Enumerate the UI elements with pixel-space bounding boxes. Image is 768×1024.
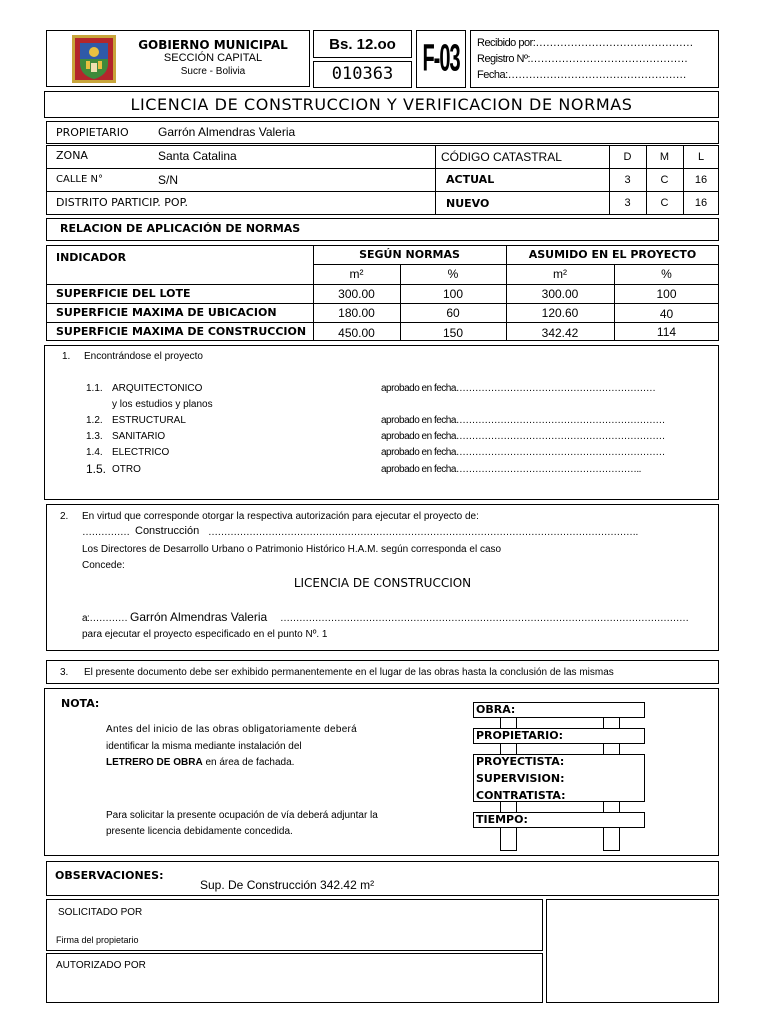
list-item-label: ESTRUCTURAL: [112, 415, 186, 426]
grantee-prefix: a:…………: [82, 613, 128, 624]
table-row-label: SUPERFICIE DEL LOTE: [56, 287, 191, 300]
list-item-number: 1.2.: [86, 415, 103, 426]
owner-row: [46, 121, 719, 144]
form-code: F-03: [422, 38, 460, 80]
actual-l: 16: [694, 174, 708, 186]
directors-text: Los Directores de Desarrollo Urbano o Patrimonio Histórico H.A.M. según corresponda el caso: [82, 544, 502, 555]
zone-grid-line: [435, 145, 436, 215]
table-cell: 60: [446, 306, 460, 320]
nuevo-d: 3: [624, 197, 631, 209]
para-text: para ejecutar el proyecto especificado en el punto Nº. 1: [82, 629, 328, 640]
table-cell: 300.00: [338, 287, 375, 301]
zone-grid-line: [46, 168, 719, 169]
owner-signature-caption: Firma del propietario: [56, 935, 139, 945]
document-title: LICENCIA DE CONSTRUCCION Y VERIFICACION DE NORMAS: [130, 95, 633, 114]
list-item-number: 1.3.: [86, 431, 103, 442]
table-cell: 300.00: [541, 287, 579, 301]
district-label: DISTRITO PARTICIP. POP.: [56, 196, 188, 209]
letrero-de-obra: LETRERO DE OBRA: [106, 757, 203, 768]
project-name: Construcción: [135, 525, 200, 537]
section-3-text: El presente documento debe ser exhibido permanentemente en el lugar de las obras hasta la conclusión de las mismas: [84, 667, 614, 678]
table-cell: 100: [442, 287, 464, 301]
unit-pct: %: [661, 267, 672, 281]
table-cell: 114: [656, 325, 677, 339]
section-2-text: En virtud que corresponde otorgar la respectiva autorización para ejecutar el proyecto de:: [82, 511, 479, 522]
serial-number: 010363: [331, 64, 394, 84]
observations-value: Sup. De Construcción 342.42 m²: [200, 878, 375, 892]
list-item-label: SANITARIO: [112, 431, 166, 442]
nuevo-m: C: [660, 197, 669, 209]
grantee-dots: …………………………………………………………………………………………………………………: [280, 613, 689, 624]
nota-paragraph-1: identificar la misma mediante instalación del: [106, 741, 302, 752]
table-cell: 180.00: [338, 306, 375, 320]
list-item-label: ELECTRICO: [112, 447, 170, 458]
signboard-obra-label: OBRA:: [476, 703, 516, 716]
observations-label: OBSERVACIONES:: [55, 869, 164, 882]
table-row-label: SUPERFICIE MAXIMA DE CONSTRUCCION: [56, 325, 307, 338]
unit-m2: m²: [349, 267, 364, 281]
list-item-label: OTRO: [112, 464, 141, 475]
cadastral-label: CÓDIGO CATASTRAL: [441, 150, 562, 164]
unit-m2: m²: [553, 267, 567, 281]
indicator-header: INDICADOR: [56, 251, 127, 264]
list-item-number: 1.4.: [86, 447, 103, 458]
list-item-status: aprobado en fecha…………………………………………………………: [381, 415, 665, 426]
cadastral-d: D: [623, 151, 632, 163]
list-item-status: aprobado en fecha…………………………………………………..: [381, 464, 641, 475]
zone-label: ZONA: [56, 149, 88, 162]
nota-paragraph-2: presente licencia debidamente concedida.: [106, 826, 293, 837]
segun-normas-header: SEGÚN NORMAS: [359, 248, 460, 261]
nuevo-l: 16: [694, 197, 708, 209]
cadastral-m: M: [659, 151, 670, 163]
table-cell: 150: [442, 326, 464, 340]
nota-paragraph-1: Antes del inicio de las obras obligatoriamente deberá: [106, 724, 358, 735]
nota-paragraph-1: [106, 758, 294, 768]
street-label: CALLE N°: [56, 174, 103, 185]
concede-label: Concede:: [82, 560, 125, 571]
nota-paragraph-2: Para solicitar la presente ocupación de vía deberá adjuntar la: [106, 810, 378, 821]
signboard-supervision-label: SUPERVISION:: [476, 772, 565, 785]
project-dots-pre: ……………: [82, 527, 130, 538]
actual-d: 3: [624, 174, 631, 186]
municipal-seal-logo: [72, 35, 116, 83]
letrero-rest: en área de fachada.: [202, 757, 295, 768]
actual-label: ACTUAL: [446, 173, 495, 186]
org-city: Sucre - Bolivia: [180, 66, 246, 77]
authorized-by-label: AUTORIZADO POR: [56, 960, 146, 971]
cadastral-l: L: [697, 151, 705, 163]
signboard-contratista-label: CONTRATISTA:: [476, 789, 566, 802]
norms-table-line: [46, 303, 719, 304]
list-item-status: aprobado en fecha…………………………………………………………: [381, 431, 665, 442]
signboard-proyectista-label: PROYECTISTA:: [476, 755, 565, 768]
zone-grid-line: [46, 191, 719, 192]
list-item-status: aprobado en fecha………………………………………………………: [381, 383, 656, 394]
registry-line: Registro Nº:………………………………………: [477, 53, 688, 65]
org-name: GOBIERNO MUNICIPAL: [138, 38, 288, 52]
norms-table-line: [46, 322, 719, 323]
nota-label: NOTA:: [61, 697, 100, 710]
section-1-text: Encontrándose el proyecto: [84, 351, 203, 362]
table-cell: 40: [659, 307, 674, 321]
nuevo-label: NUEVO: [446, 197, 490, 210]
org-section: SECCIÓN CAPITAL: [163, 52, 263, 64]
owner-value: Garrón Almendras Valeria: [158, 125, 296, 139]
actual-m: C: [660, 174, 669, 186]
owner-label: PROPIETARIO: [56, 126, 129, 139]
norms-heading: RELACION DE APLICACIÓN DE NORMAS: [60, 222, 301, 235]
norms-table-line: [46, 284, 719, 285]
section-1-number: 1.: [62, 351, 71, 362]
street-value: S/N: [158, 173, 179, 187]
list-item-number: 1.5.: [86, 462, 107, 476]
section-2-number: 2.: [60, 511, 69, 522]
asumido-header: ASUMIDO EN EL PROYECTO: [528, 248, 697, 261]
grantee-name: Garrón Almendras Valeria: [130, 610, 268, 624]
requested-by-label: SOLICITADO POR: [58, 907, 143, 918]
table-cell: 100: [656, 287, 677, 301]
list-item-number: 1.1.: [86, 383, 103, 394]
list-item-status: aprobado en fecha…………………………………………………………: [381, 447, 665, 458]
zone-value: Santa Catalina: [158, 149, 237, 163]
table-cell: 450.00: [338, 326, 375, 340]
signboard-tiempo-label: TIEMPO:: [476, 813, 528, 826]
list-item-label: y los estudios y planos: [112, 399, 213, 410]
date-line: Fecha:……………………………………………: [477, 69, 687, 81]
signboard-propietario-label: PROPIETARIO:: [476, 729, 564, 742]
table-cell: 120.60: [541, 306, 579, 320]
table-cell: 342.42: [541, 326, 579, 340]
table-row-label: SUPERFICIE MAXIMA DE UBICACION: [56, 306, 277, 319]
license-heading: LICENCIA DE CONSTRUCCION: [293, 576, 472, 590]
received-by-line: Recibido por:………………………………………: [477, 37, 693, 49]
project-dots-post: ……………………………………………………………………………………………………………………….: [208, 527, 638, 538]
stamp-box: [546, 899, 719, 1003]
price-value: Bs. 12.oo: [329, 36, 396, 53]
section-3-number: 3.: [60, 667, 69, 678]
norms-table-line: [313, 264, 719, 265]
unit-pct: %: [447, 267, 459, 281]
list-item-label: ARQUITECTONICO: [112, 383, 203, 394]
